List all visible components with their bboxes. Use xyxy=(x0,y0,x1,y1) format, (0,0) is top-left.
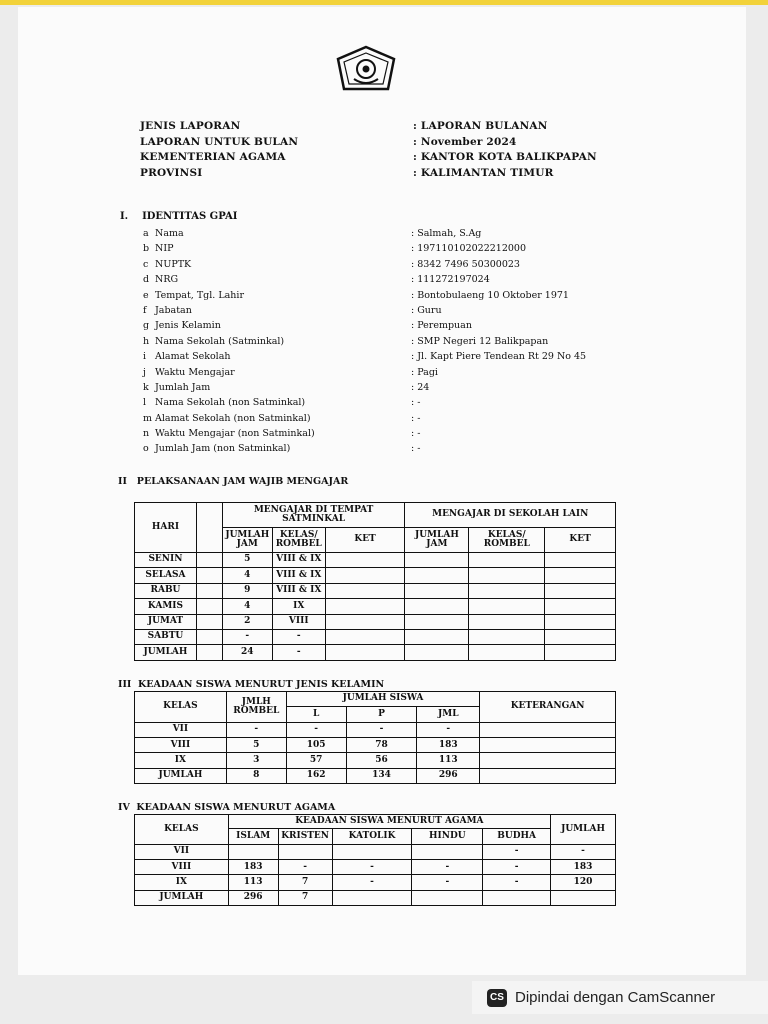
cell-ket xyxy=(325,614,405,629)
table-row xyxy=(135,753,616,768)
cell-ket-lain xyxy=(545,645,616,660)
identity-list xyxy=(143,228,613,459)
cell-jumlah: - xyxy=(551,845,616,860)
identity-value: : 197110102022212000 xyxy=(411,243,527,255)
identity-label xyxy=(143,413,311,424)
table-row xyxy=(135,723,616,738)
ministry-emblem-icon xyxy=(334,45,398,95)
cell-jam: 5 xyxy=(222,553,272,568)
cell-kristen: - xyxy=(278,860,332,875)
students-by-gender-table xyxy=(134,691,616,784)
identity-key: f xyxy=(143,304,147,316)
identity-row xyxy=(143,305,613,320)
cell-jml: 113 xyxy=(417,753,480,768)
cell-jam: 24 xyxy=(222,645,272,660)
cell-p: 56 xyxy=(346,753,417,768)
cell-jumlah: 120 xyxy=(551,875,616,890)
cell-kelas-rombel-lain xyxy=(469,614,545,629)
identity-label xyxy=(143,228,184,239)
table-row xyxy=(135,553,616,568)
cell-kelas: VIII & IX xyxy=(272,568,325,583)
col-hindu: HINDU xyxy=(412,829,483,845)
identity-key: n xyxy=(143,428,150,440)
identity-key: h xyxy=(143,335,150,347)
col-kelas: KELAS xyxy=(135,815,229,845)
identity-label-text: Jenis Kelamin xyxy=(155,320,221,332)
identity-key: o xyxy=(143,443,149,455)
cell-ket xyxy=(325,645,405,660)
identity-value: : 8342 7496 50300023 xyxy=(411,258,520,270)
identity-row xyxy=(143,443,613,458)
cell-l: 162 xyxy=(286,768,346,783)
cell-blank xyxy=(196,614,222,629)
col-kristen: KRISTEN xyxy=(278,829,332,845)
identity-key: k xyxy=(143,381,149,393)
cell-jam: 2 xyxy=(222,614,272,629)
table-row xyxy=(135,875,616,890)
cell-blank xyxy=(196,568,222,583)
cell-kristen: 7 xyxy=(278,890,332,905)
col-jumlah-jam-lain: JUMLAH JAM xyxy=(405,528,469,553)
cell-keterangan xyxy=(480,753,616,768)
col-keterangan: KETERANGAN xyxy=(480,692,616,723)
identity-label xyxy=(143,428,315,439)
cell-p: - xyxy=(346,723,417,738)
col-hari: HARI xyxy=(135,503,197,553)
cell-kelas: VII xyxy=(135,723,227,738)
cell-kelas-rombel-lain xyxy=(469,568,545,583)
section-title-identitas: I. IDENTITAS GPAI xyxy=(120,211,238,222)
cell-kelas: VIII xyxy=(135,860,229,875)
cell-hindu: - xyxy=(412,875,483,890)
identity-label-text: NIP xyxy=(155,243,174,255)
cell-jumlah-jam-lain xyxy=(405,599,469,614)
identity-row xyxy=(143,243,613,258)
identity-label xyxy=(143,274,178,285)
cell-katolik: - xyxy=(332,875,412,890)
identity-label xyxy=(143,259,191,270)
cell-kelas: IX xyxy=(135,753,227,768)
identity-row xyxy=(143,413,613,428)
identity-row xyxy=(143,397,613,412)
table-row xyxy=(135,614,616,629)
identity-label xyxy=(143,397,305,408)
cell-jumlah-jam-lain xyxy=(405,583,469,598)
cell-rombel: 8 xyxy=(226,768,286,783)
identity-label-text: Nama xyxy=(155,228,184,239)
identity-row xyxy=(143,228,613,243)
camscanner-logo-icon: CS xyxy=(487,989,507,1007)
identity-key: d xyxy=(143,274,150,286)
cell-jam: 4 xyxy=(222,568,272,583)
col-ket: KET xyxy=(325,528,405,553)
identity-key: l xyxy=(143,397,147,409)
cell-jumlah-jam-lain xyxy=(405,645,469,660)
cell-hari: SABTU xyxy=(135,629,197,644)
cell-jam: - xyxy=(222,629,272,644)
cell-keterangan xyxy=(480,738,616,753)
cell-budha: - xyxy=(483,845,551,860)
cell-kelas: JUMLAH xyxy=(135,768,227,783)
table-row xyxy=(135,645,616,660)
identity-label-text: Jumlah Jam xyxy=(155,381,211,393)
identity-row xyxy=(143,382,613,397)
identity-row xyxy=(143,320,613,335)
cell-l: - xyxy=(286,723,346,738)
header-label: JENIS LAPORAN xyxy=(140,120,241,132)
identity-value: : 111272197024 xyxy=(411,274,490,286)
cell-hindu xyxy=(412,890,483,905)
col-jumlah-siswa: JUMLAH SISWA xyxy=(286,692,479,707)
section-title-jenis-kelamin: III KEADAAN SISWA MENURUT JENIS KELAMIN xyxy=(118,679,385,690)
col-jumlah: JUMLAH xyxy=(551,815,616,845)
cell-blank xyxy=(196,553,222,568)
col-kelas-rombel: KELAS/ ROMBEL xyxy=(272,528,325,553)
identity-key: i xyxy=(143,351,147,363)
identity-value: : Guru xyxy=(411,304,442,316)
header-value: : KANTOR KOTA BALIKPAPAN xyxy=(413,151,597,163)
cell-kelas: VIII & IX xyxy=(272,553,325,568)
identity-label xyxy=(143,367,235,378)
cell-kristen xyxy=(278,845,332,860)
col-jmlh-rombel: JMLH ROMBEL xyxy=(226,692,286,723)
identity-key: c xyxy=(143,258,149,270)
identity-value: : Perempuan xyxy=(411,320,472,332)
cell-jumlah-jam-lain xyxy=(405,568,469,583)
cell-jumlah xyxy=(551,890,616,905)
cell-budha: - xyxy=(483,860,551,875)
cell-blank xyxy=(196,583,222,598)
cell-ket-lain xyxy=(545,568,616,583)
col-kelas: KELAS xyxy=(135,692,227,723)
identity-key: a xyxy=(143,228,149,239)
identity-label-text: NRG xyxy=(155,274,179,286)
identity-key: e xyxy=(143,289,149,301)
table-row xyxy=(135,845,616,860)
cell-jml: 183 xyxy=(417,738,480,753)
col-kelas-rombel-lain: KELAS/ ROMBEL xyxy=(469,528,545,553)
cell-ket-lain xyxy=(545,629,616,644)
cell-ket-lain xyxy=(545,583,616,598)
table-row xyxy=(135,860,616,875)
identity-row xyxy=(143,351,613,366)
identity-value: : Bontobulaeng 10 Oktober 1971 xyxy=(411,289,569,301)
table-row xyxy=(135,629,616,644)
identity-label-text: Tempat, Tgl. Lahir xyxy=(155,289,244,301)
identity-row xyxy=(143,259,613,274)
cell-ket xyxy=(325,599,405,614)
cell-islam: 113 xyxy=(228,875,278,890)
cell-ket xyxy=(325,629,405,644)
table-row xyxy=(135,890,616,905)
identity-label-text: Alamat Sekolah (non Satminkal) xyxy=(155,412,311,424)
identity-value: : Salmah, S.Ag xyxy=(411,228,482,239)
identity-label xyxy=(143,382,210,393)
camscanner-watermark xyxy=(472,981,768,1014)
cell-blank xyxy=(196,645,222,660)
cell-katolik: - xyxy=(332,860,412,875)
col-jml: JML xyxy=(417,707,480,723)
cell-kelas: IX xyxy=(135,875,229,890)
identity-key: b xyxy=(143,243,150,255)
identity-label xyxy=(143,351,231,362)
identity-label-text: Waktu Mengajar (non Satminkal) xyxy=(155,428,315,440)
identity-row xyxy=(143,274,613,289)
cell-hindu: - xyxy=(412,860,483,875)
cell-kelas-rombel-lain xyxy=(469,645,545,660)
identity-row xyxy=(143,428,613,443)
cell-blank xyxy=(196,599,222,614)
table-row xyxy=(135,768,616,783)
identity-row xyxy=(143,290,613,305)
cell-kelas: IX xyxy=(272,599,325,614)
identity-value: : SMP Negeri 12 Balikpapan xyxy=(411,335,549,347)
header-value: : LAPORAN BULANAN xyxy=(413,120,548,132)
cell-hari: RABU xyxy=(135,583,197,598)
section-title-agama: IV KEADAAN SISWA MENURUT AGAMA xyxy=(118,802,336,813)
table-row xyxy=(135,738,616,753)
identity-row xyxy=(143,336,613,351)
identity-label-text: Waktu Mengajar xyxy=(155,366,235,378)
cell-jumlah: 183 xyxy=(551,860,616,875)
identity-label-text: Nama Sekolah (Satminkal) xyxy=(155,335,285,347)
cell-kelas: - xyxy=(272,629,325,644)
cell-kelas: JUMLAH xyxy=(135,890,229,905)
cell-ket xyxy=(325,583,405,598)
cell-islam: 183 xyxy=(228,860,278,875)
identity-value: : Jl. Kapt Piere Tendean Rt 29 No 45 xyxy=(411,351,587,363)
identity-key: j xyxy=(143,366,146,378)
cell-budha: - xyxy=(483,875,551,890)
identity-label-text: Jumlah Jam (non Satminkal) xyxy=(155,443,291,455)
cell-blank xyxy=(196,629,222,644)
table-row xyxy=(135,599,616,614)
cell-ket xyxy=(325,568,405,583)
cell-kelas: VII xyxy=(135,845,229,860)
identity-value: : Pagi xyxy=(411,366,438,378)
cell-rombel: 5 xyxy=(226,738,286,753)
report-header xyxy=(140,120,600,182)
cell-ket-lain xyxy=(545,553,616,568)
cell-hari: KAMIS xyxy=(135,599,197,614)
cell-p: 134 xyxy=(346,768,417,783)
identity-label xyxy=(143,443,290,454)
cell-katolik xyxy=(332,890,412,905)
cell-kelas-rombel-lain xyxy=(469,553,545,568)
col-ket-lain: KET xyxy=(545,528,616,553)
col-islam: ISLAM xyxy=(228,829,278,845)
col-blank xyxy=(196,503,222,553)
table-row xyxy=(135,583,616,598)
identity-value: : - xyxy=(411,412,421,424)
cell-keterangan xyxy=(480,768,616,783)
cell-ket xyxy=(325,553,405,568)
cell-jumlah-jam-lain xyxy=(405,614,469,629)
cell-islam: 296 xyxy=(228,890,278,905)
cell-budha xyxy=(483,890,551,905)
col-jumlah-jam: JUMLAH JAM xyxy=(222,528,272,553)
section-title-jam-mengajar: II PELAKSANAAN JAM WAJIB MENGAJAR xyxy=(118,476,349,487)
cell-kelas-rombel-lain xyxy=(469,629,545,644)
cell-jml: - xyxy=(417,723,480,738)
identity-label-text: NUPTK xyxy=(155,258,192,270)
header-label: LAPORAN UNTUK BULAN xyxy=(140,135,299,148)
col-sekolah-lain: MENGAJAR DI SEKOLAH LAIN xyxy=(405,503,616,528)
identity-row xyxy=(143,367,613,382)
identity-value: : - xyxy=(411,428,421,440)
cell-islam xyxy=(228,845,278,860)
cell-kelas-rombel-lain xyxy=(469,583,545,598)
cell-hari: JUMAT xyxy=(135,614,197,629)
cell-l: 57 xyxy=(286,753,346,768)
cell-jam: 9 xyxy=(222,583,272,598)
identity-value: : - xyxy=(411,443,421,455)
header-value: : KALIMANTAN TIMUR xyxy=(413,166,554,179)
cell-kelas: VIII xyxy=(135,738,227,753)
cell-kelas: VIII xyxy=(272,614,325,629)
cell-hindu xyxy=(412,845,483,860)
col-satminkal: MENGAJAR DI TEMPAT SATMINKAL xyxy=(222,503,405,528)
cell-rombel: 3 xyxy=(226,753,286,768)
header-label: PROVINSI xyxy=(140,166,203,179)
cell-l: 105 xyxy=(286,738,346,753)
cell-ket-lain xyxy=(545,614,616,629)
cell-jumlah-jam-lain xyxy=(405,629,469,644)
cell-keterangan xyxy=(480,723,616,738)
cell-jumlah-jam-lain xyxy=(405,553,469,568)
cell-hari: SELASA xyxy=(135,568,197,583)
identity-label xyxy=(143,336,284,347)
col-katolik: KATOLIK xyxy=(332,829,412,845)
students-by-religion-table xyxy=(134,814,616,906)
cell-hari: JUMLAH xyxy=(135,645,197,660)
table-row xyxy=(135,568,616,583)
cell-ket-lain xyxy=(545,599,616,614)
cell-kelas: VIII & IX xyxy=(272,583,325,598)
cell-katolik xyxy=(332,845,412,860)
identity-label-text: Alamat Sekolah xyxy=(155,351,231,363)
identity-label xyxy=(143,243,173,254)
cell-hari: SENIN xyxy=(135,553,197,568)
col-l: L xyxy=(286,707,346,723)
identity-label xyxy=(143,290,244,301)
identity-value: : - xyxy=(411,397,421,409)
header-label: KEMENTERIAN AGAMA xyxy=(140,151,286,163)
identity-key: g xyxy=(143,320,150,332)
cell-jml: 296 xyxy=(417,768,480,783)
cell-p: 78 xyxy=(346,738,417,753)
col-budha: BUDHA xyxy=(483,829,551,845)
identity-label-text: Nama Sekolah (non Satminkal) xyxy=(155,397,306,409)
cell-kelas-rombel-lain xyxy=(469,599,545,614)
cell-kelas: - xyxy=(272,645,325,660)
teaching-hours-table xyxy=(134,502,616,661)
identity-label xyxy=(143,320,221,331)
col-p: P xyxy=(346,707,417,723)
cell-rombel: - xyxy=(226,723,286,738)
header-value: : November 2024 xyxy=(413,135,517,148)
identity-key: m xyxy=(143,412,153,424)
identity-label xyxy=(143,305,192,316)
cell-jam: 4 xyxy=(222,599,272,614)
col-keadaan-agama: KEADAAN SISWA MENURUT AGAMA xyxy=(228,815,550,829)
cell-kristen: 7 xyxy=(278,875,332,890)
identity-value: : 24 xyxy=(411,381,430,393)
scan-top-edge xyxy=(0,0,768,5)
camscanner-text: Dipindai dengan CamScanner xyxy=(515,989,716,1006)
identity-label-text: Jabatan xyxy=(155,304,192,316)
